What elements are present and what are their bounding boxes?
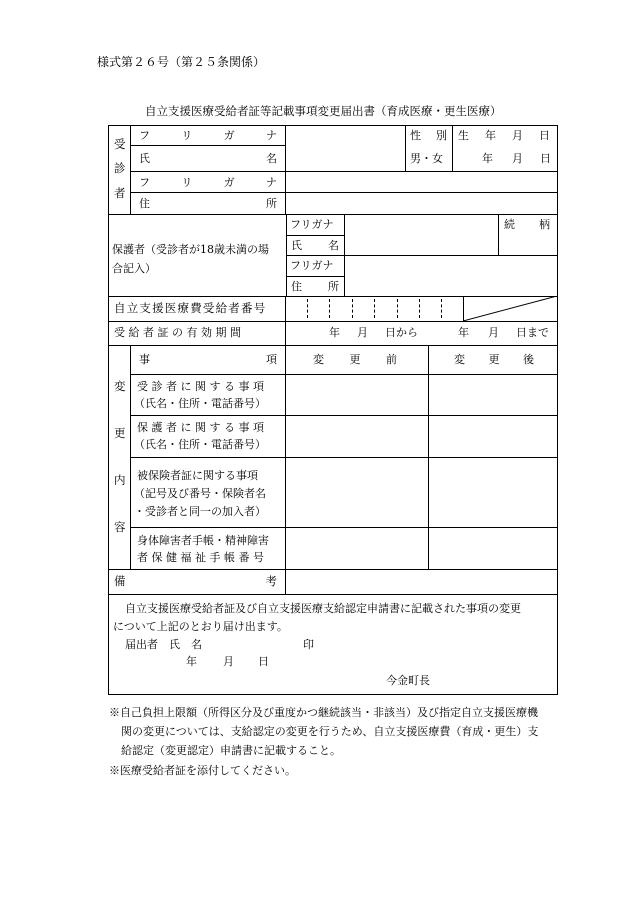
birth-year-unit: 年: [482, 152, 493, 165]
validity-to-month-unit: 月: [488, 326, 499, 339]
changes-label-3: 内: [114, 473, 126, 487]
guardian-address-furigana-label: フリガナ: [290, 259, 334, 272]
guardian-address-label: 住 所: [291, 280, 339, 293]
birth-day-unit: 日: [540, 152, 551, 165]
patient-furigana-label: フ リ ガ ナ: [139, 129, 277, 142]
declaration-line1: 自立支援医療受給者証及び自立支援医療支給認定申請書に記載された事項の変更: [125, 602, 521, 615]
addressee: 今金町長: [386, 674, 430, 687]
item1-line1: 受 診 者 に 関 す る 事 項: [137, 380, 264, 393]
guardian-label-line1: 保護者（受診者が18歳未満の場: [112, 243, 269, 256]
validity-from-month-unit: 月: [357, 326, 368, 339]
item3-line3: ・受診者と同一の加入者）: [134, 505, 266, 518]
item3-line1: 被保険者証に関する事項: [137, 469, 258, 482]
note2: ※医療受給者証を添付してください。: [109, 764, 296, 777]
guardian-label-line2: 合記入）: [112, 262, 156, 275]
changes-label-4: 容: [114, 520, 126, 534]
recipient-number-label: 自立支援医療費受給者番号: [114, 301, 267, 315]
validity-to-year-unit: 年: [458, 326, 469, 339]
validity-from-day-unit: 日から: [385, 326, 418, 339]
guardian-furigana-label: フリガナ: [290, 218, 334, 231]
item2-line1: 保 護 者 に 関 す る 事 項: [137, 421, 264, 434]
birth-date-label: 生 年 月 日: [458, 129, 550, 142]
patient-label-3: 者: [114, 186, 126, 200]
validity-to-day-unit: 日まで: [516, 326, 549, 339]
before-header: 変 更 前: [313, 353, 397, 366]
patient-name-label: 氏 名: [139, 152, 277, 165]
after-header: 変 更 後: [454, 353, 534, 366]
patient-address-furigana-label: フ リ ガ ナ: [139, 176, 277, 189]
item3-line2: （記号及び番号・保険者名: [134, 487, 266, 500]
applicant-name-label: 届出者 氏 名: [125, 638, 202, 651]
item1-line2: （氏名・住所・電話番号）: [134, 397, 266, 410]
patient-address-label: 住 所: [139, 197, 277, 210]
item4-line2: 者 保 健 福 祉 手 帳 番 号: [137, 551, 264, 564]
sex-label: 性 別: [410, 129, 447, 142]
note1-line2: 関の変更については、支給認定の変更を行うため、自立支援医療費（育成・更生）支: [121, 725, 539, 738]
changes-label-1: 変: [114, 379, 126, 393]
validity-label: 受 給 者 証 の 有 効 期 間: [114, 326, 241, 339]
validity-from-year-unit: 年: [329, 326, 340, 339]
remarks-label: 備 考: [114, 574, 277, 588]
item2-line2: （氏名・住所・電話番号）: [134, 438, 266, 451]
patient-label-2: 診: [114, 161, 126, 175]
changes-label-2: 更: [114, 426, 126, 440]
seal-mark: 印: [303, 638, 314, 651]
guardian-relationship-label: 続 柄: [504, 218, 550, 231]
note1-line3: 給認定（変更認定）申請書に記載すること。: [121, 744, 341, 757]
patient-label-1: 受: [114, 137, 126, 151]
birth-month-unit: 月: [512, 152, 523, 165]
form-number: 様式第２６号（第２５条関係）: [97, 55, 266, 69]
declaration-year-unit: 年: [186, 655, 197, 668]
declaration-line2: について上記のとおり届け出ます。: [113, 620, 288, 633]
item-header: 事 項: [139, 353, 277, 366]
note1-line1: ※自己負担上限額（所得区分及び重度かつ継続該当・非該当）及び指定自立支援医療機: [109, 706, 538, 719]
guardian-name-label: 氏 名: [291, 239, 339, 252]
sex-options[interactable]: 男・女: [410, 152, 443, 165]
item4-line1: 身体障害者手帳・精神障害: [137, 534, 269, 547]
recipient-number-slash: [463, 296, 558, 321]
declaration-month-unit: 月: [223, 655, 234, 668]
form-title: 自立支援医療受給者証等記載事項変更届出書（育成医療・更生医療）: [145, 104, 502, 118]
declaration-day-unit: 日: [258, 655, 269, 668]
